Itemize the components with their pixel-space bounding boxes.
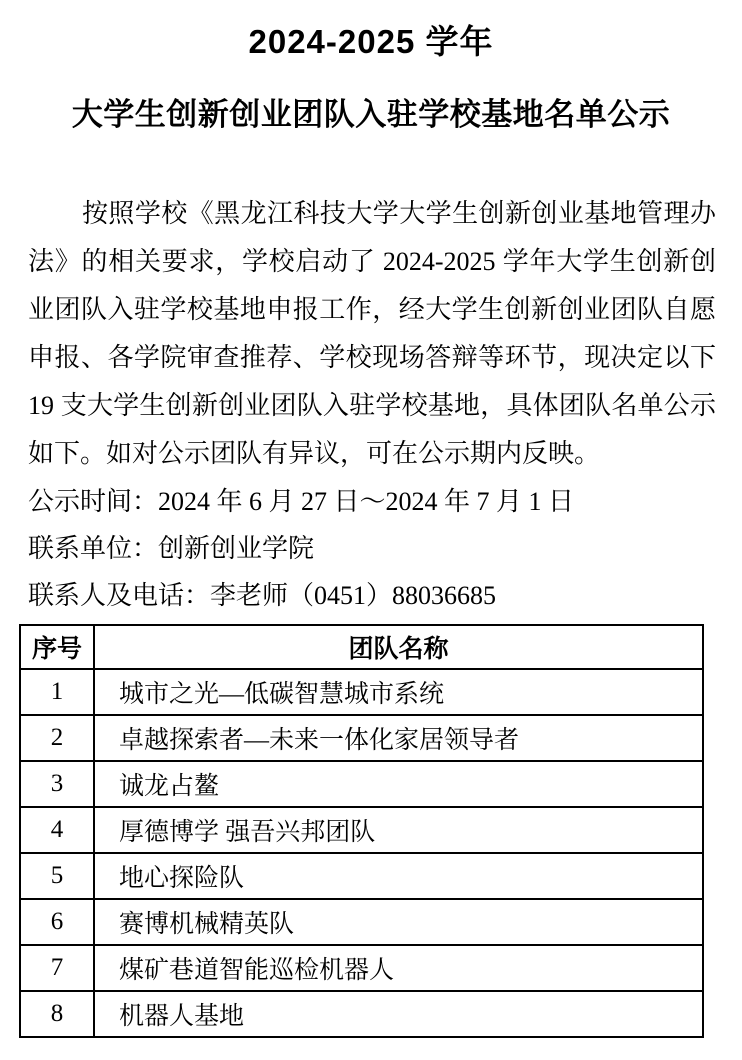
- row-team-name: 城市之光—低碳智慧城市系统: [94, 669, 703, 715]
- row-serial: 1: [20, 669, 94, 715]
- row-serial: 3: [20, 761, 94, 807]
- table-header-serial: 序号: [20, 625, 94, 669]
- table-row: [20, 669, 703, 715]
- row-serial: 8: [20, 991, 94, 1037]
- table-header-row: [20, 625, 703, 669]
- table-header-team-name: 团队名称: [94, 625, 703, 669]
- contact-unit-line: 联系单位：创新创业学院: [28, 534, 315, 563]
- row-serial: 6: [20, 899, 94, 945]
- row-team-name: 赛博机械精英队: [94, 899, 703, 945]
- row-team-name: 煤矿巷道智能巡检机器人: [94, 945, 703, 991]
- notice-body-paragraph: 按照学校《黑龙江科技大学大学生创新创业基地管理办法》的相关要求，学校启动了 2024-2025 学年大学生创新创业团队入驻学校基地申报工作，经大学生创新创业团队自愿申报、各学院审查推荐、学校现场答辩等环节，现决定以下 19 支大学生创新创业团队入驻学校基地，具体团队名单公示如下。如对公示团队有异议，可在公示期内反映。: [28, 199, 716, 468]
- teams-table: [19, 624, 704, 1038]
- row-serial: 5: [20, 853, 94, 899]
- document-title-line-1: 2024-2025 学年: [248, 23, 494, 60]
- table-row: [20, 945, 703, 991]
- table-row: [20, 899, 703, 945]
- row-team-name: 地心探险队: [94, 853, 703, 899]
- row-serial: 4: [20, 807, 94, 853]
- row-team-name: 机器人基地: [94, 991, 703, 1037]
- row-team-name: 厚德博学 强吾兴邦团队: [94, 807, 703, 853]
- row-serial: 2: [20, 715, 94, 761]
- row-team-name: 诚龙占鳌: [94, 761, 703, 807]
- table-row: [20, 715, 703, 761]
- publicity-period-line: 公示时间：2024 年 6 月 27 日～2024 年 7 月 1 日: [28, 487, 575, 516]
- row-serial: 7: [20, 945, 94, 991]
- table-row: [20, 761, 703, 807]
- document-title-line-2: 大学生创新创业团队入驻学校基地名单公示: [71, 97, 671, 132]
- table-row: [20, 991, 703, 1037]
- table-row: [20, 807, 703, 853]
- table-row: [20, 853, 703, 899]
- row-team-name: 卓越探索者—未来一体化家居领导者: [94, 715, 703, 761]
- contact-person-line: 联系人及电话：李老师（0451）88036685: [28, 581, 497, 610]
